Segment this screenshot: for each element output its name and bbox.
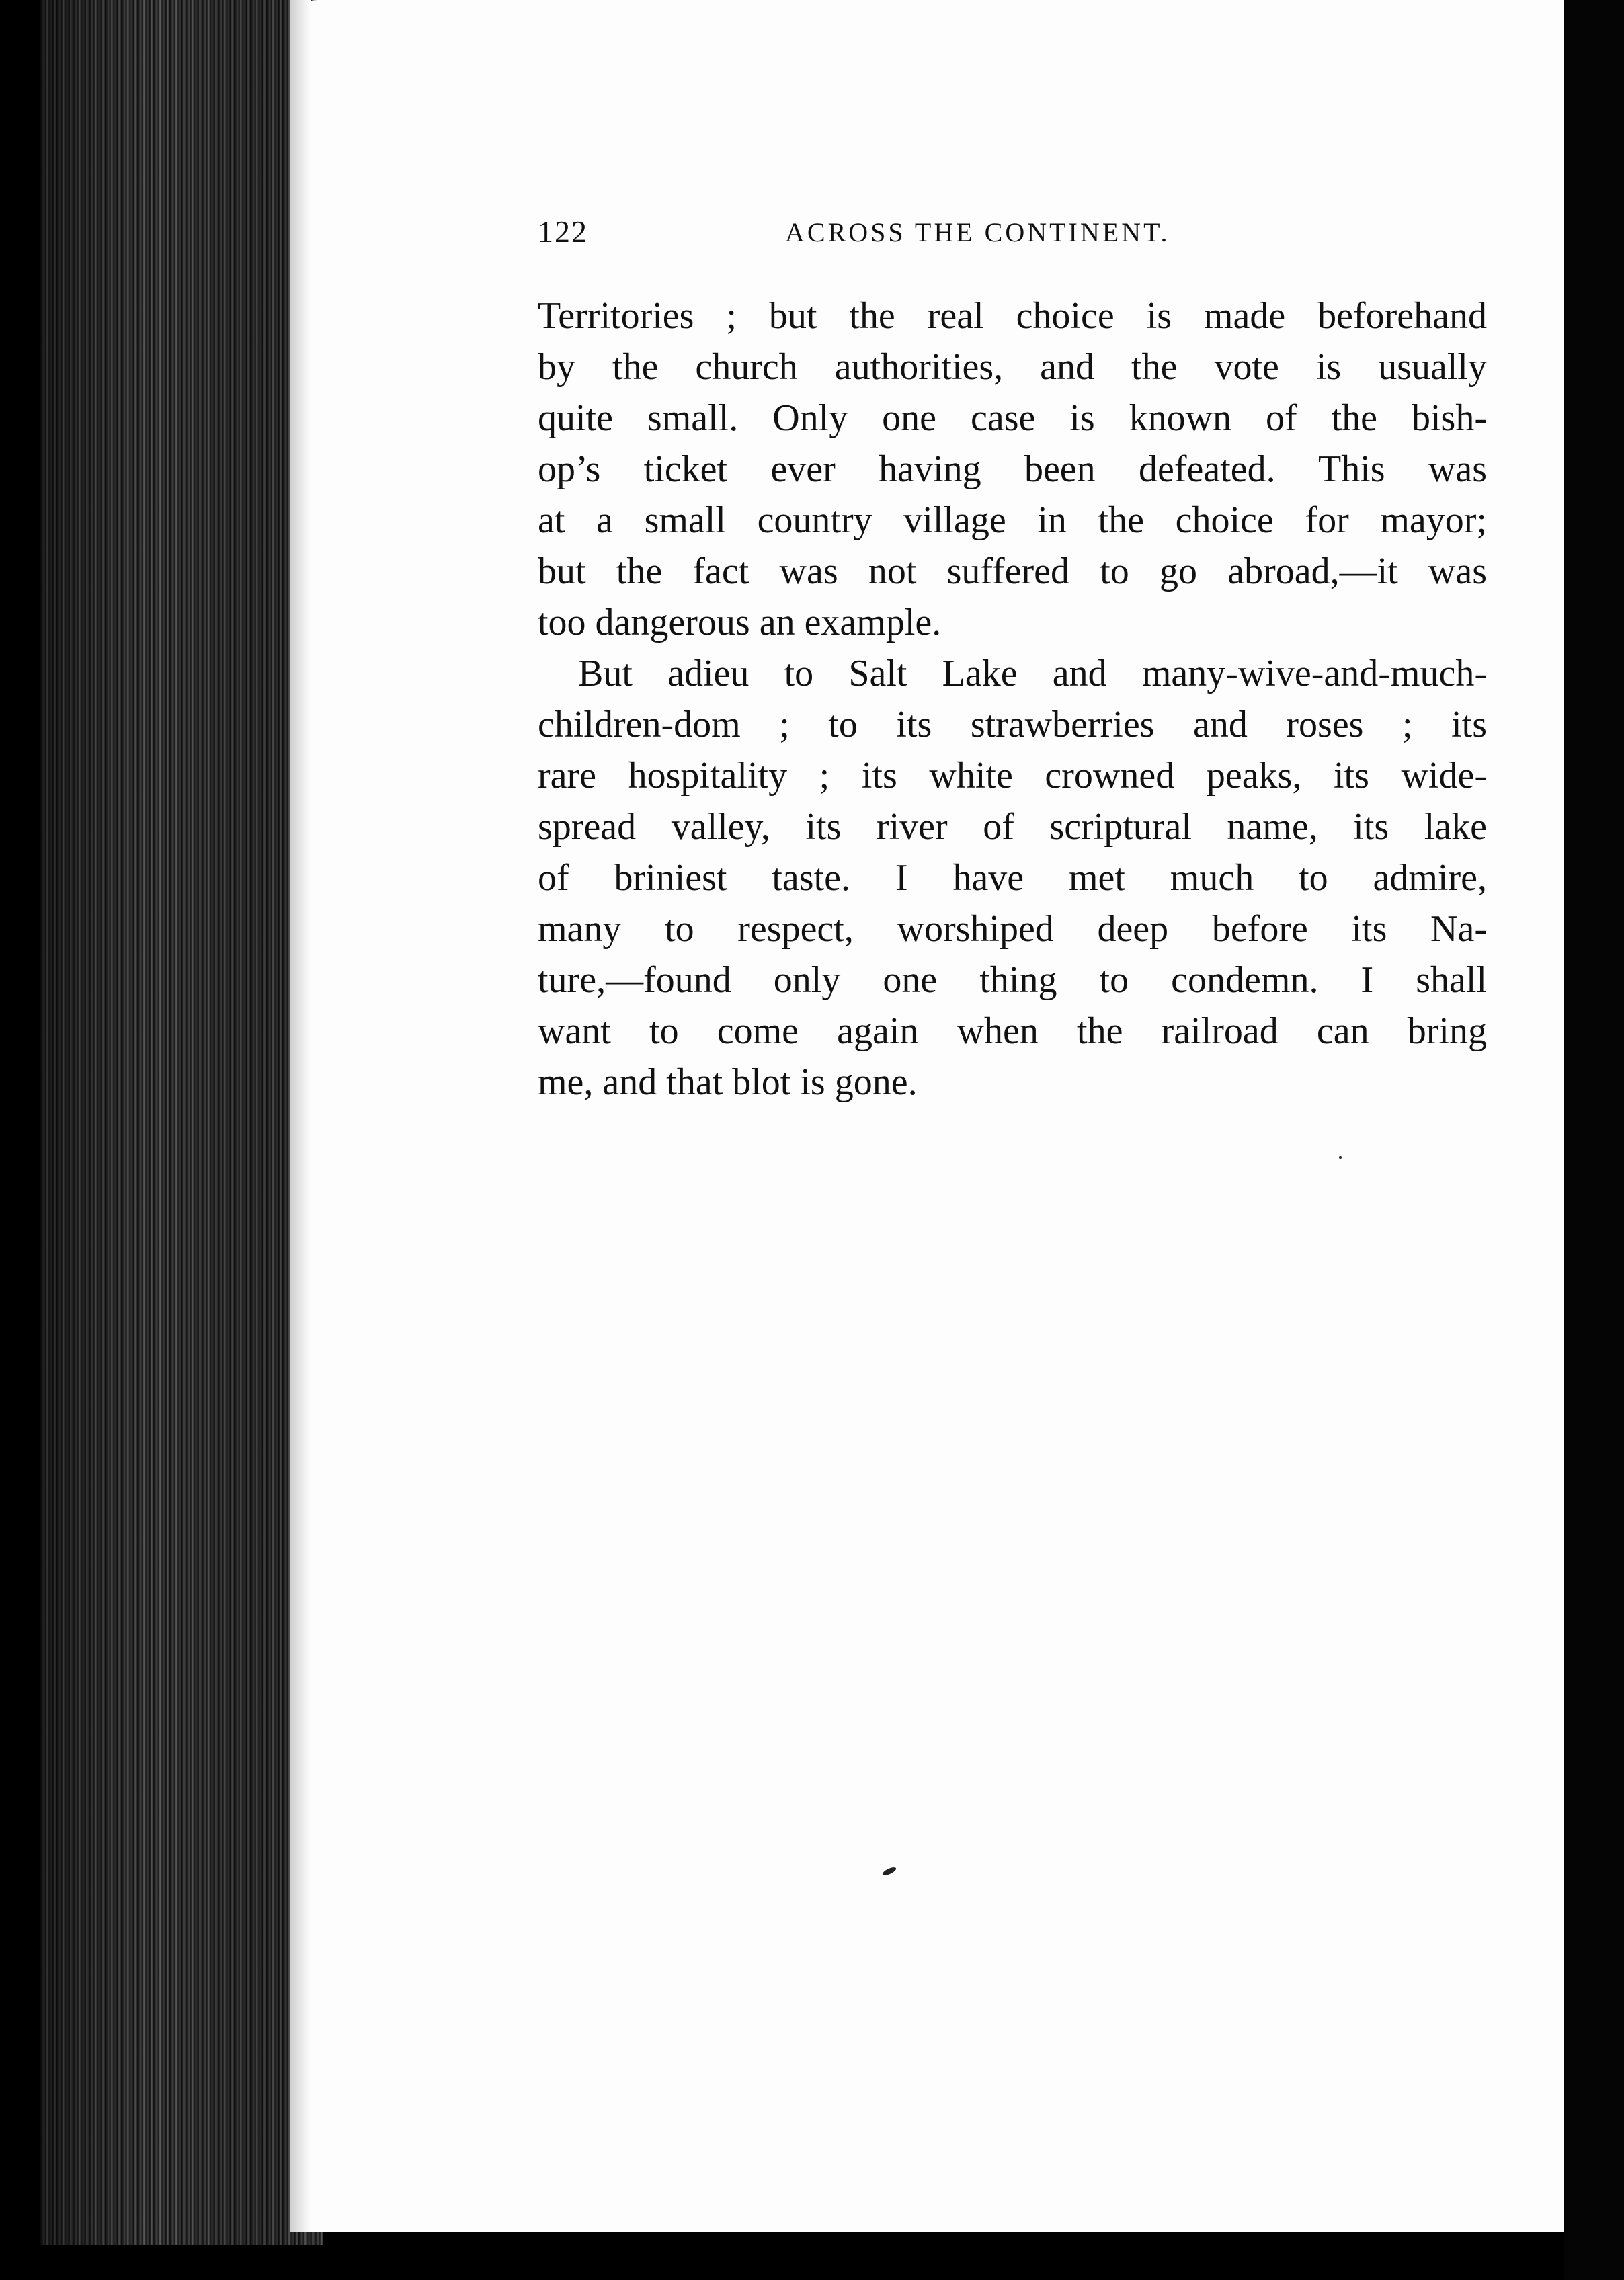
text-line: ture,—found only one thing to condemn. I shall	[538, 959, 1487, 1001]
scan-border-right	[1564, 0, 1624, 2280]
text-line: of briniest taste. I have met much to admire,	[538, 857, 1487, 899]
ink-speck	[881, 1866, 897, 1877]
body-text	[538, 290, 1487, 1108]
text-line: children-dom ; to its strawberries and roses ; its	[538, 704, 1487, 745]
text-line: op’s ticket ever having been defeated. This was	[538, 448, 1487, 490]
text-line: Territories ; but the real choice is made beforehand	[538, 295, 1487, 337]
text-line: want to come again when the railroad can bring	[538, 1010, 1487, 1052]
text-line: at a small country village in the choice for mayor;	[538, 499, 1487, 541]
text-line: many to respect, worshiped deep before its Na-	[538, 908, 1487, 950]
text-line: But adieu to Salt Lake and many-wive-and-much-	[578, 653, 1487, 694]
text-line: too dangerous an example.	[538, 602, 942, 643]
ink-speck	[1339, 1156, 1342, 1159]
book-page-edges	[40, 0, 323, 2245]
text-line: spread valley, its river of scriptural name, its lake	[538, 806, 1487, 848]
paragraph	[538, 648, 1487, 1108]
text-line: but the fact was not suffered to go abroad,—it was	[538, 551, 1487, 592]
text-line: quite small. Only one case is known of the bish-	[538, 397, 1487, 439]
running-head-title: ACROSS THE CONTINENT.	[785, 217, 1170, 247]
paragraph	[538, 290, 1487, 648]
running-head	[538, 214, 1487, 254]
page-number: 122	[538, 214, 588, 249]
text-line: by the church authorities, and the vote is usually	[538, 346, 1487, 388]
text-line: rare hospitality ; its white crowned peaks, its wide-	[538, 755, 1487, 797]
text-line: me, and that blot is gone.	[538, 1061, 918, 1103]
